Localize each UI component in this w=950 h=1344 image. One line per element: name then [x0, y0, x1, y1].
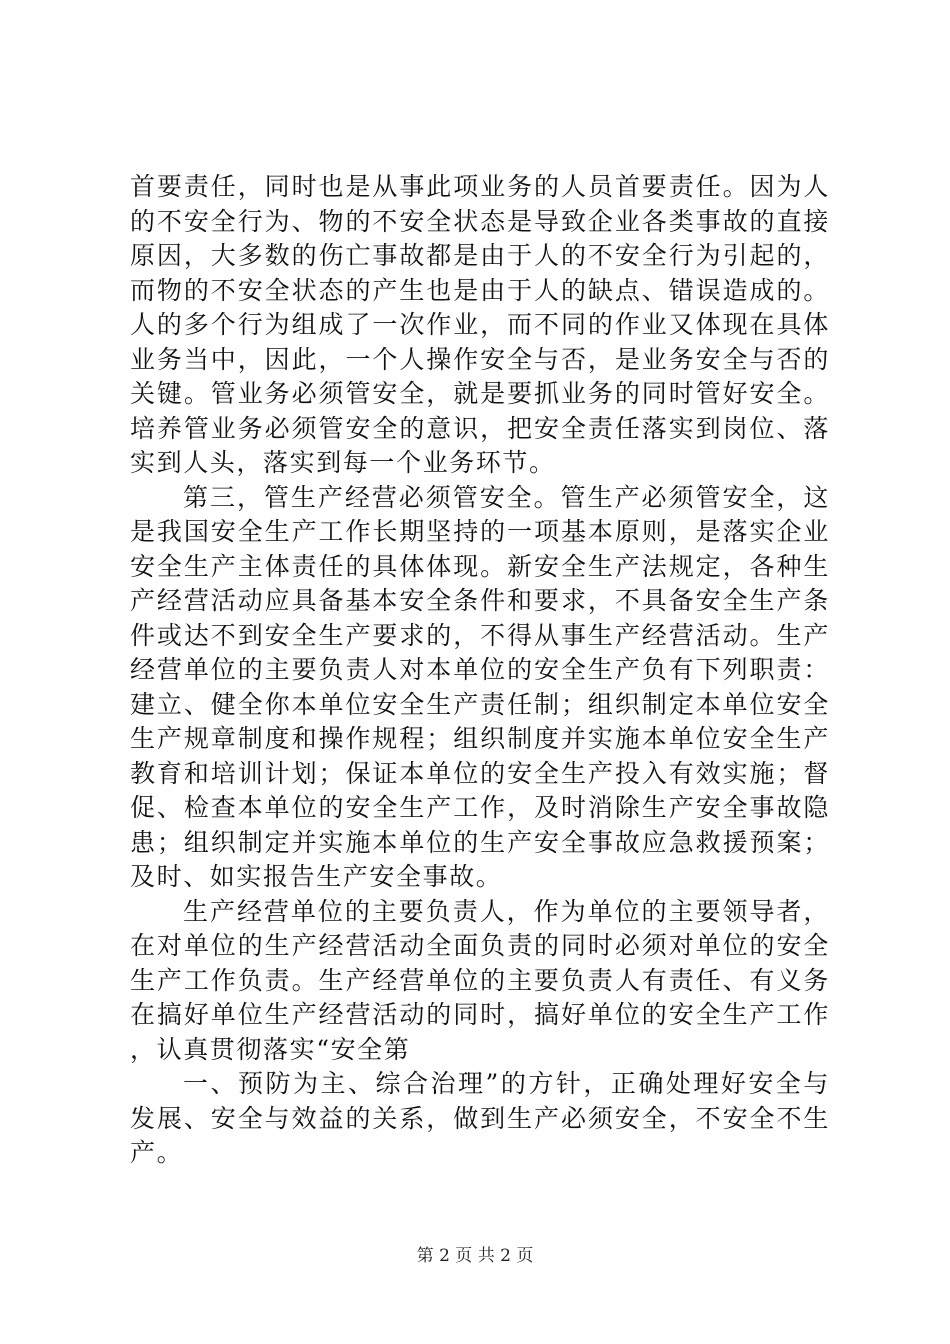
- paragraph-3: 生产经营单位的主要负责人，作为单位的主要领导者，在对单位的生产经营活动全面负责的同时必须对单位的安全生产工作负责。生产经营单位的主要负责人有责任、有义务在搞好单位生产经营活动的同时，搞好单位的安全生产工作，认真贯彻落实“安全第: [130, 896, 830, 1064]
- document-body: [130, 170, 830, 1171]
- paragraph-4: 一、预防为主、综合治理”的方针，正确处理好安全与发展、安全与效益的关系，做到生产必须安全，不安全不生产。: [130, 1069, 830, 1167]
- paragraph-2: 第三，管生产经营必须管安全。管生产必须管安全，这是我国安全生产工作长期坚持的一项基本原则，是落实企业安全生产主体责任的具体体现。新安全生产法规定，各种生产经营活动应具备基本安全条件和要求，不具备安全生产条件或达不到安全生产要求的，不得从事生产经营活动。生产经营单位的主要负责人对本单位的安全生产负有下列职责：建立、健全你本单位安全生产责任制；组织制定本单位安全生产规章制度和操作规程；组织制度并实施本单位安全生产教育和培训计划；保证本单位的安全生产投入有效实施；督促、检查本单位的安全生产工作，及时消除生产安全事故隐患；组织制定并实施本单位的生产安全事故应急救援预案；及时、如实报告生产安全事故。: [130, 482, 830, 891]
- page-number-footer: 第 2 页 共 2 页: [416, 1246, 534, 1266]
- paragraph-1: 首要责任，同时也是从事此项业务的人员首要责任。因为人的不安全行为、物的不安全状态是导致企业各类事故的直接原因，大多数的伤亡事故都是由于人的不安全行为引起的，而物的不安全状态的产生也是由于人的缺点、错误造成的。人的多个行为组成了一次作业，而不同的作业又体现在具体业务当中，因此，一个人操作安全与否，是业务安全与否的关键。管业务必须管安全，就是要抓业务的同时管好安全。培养管业务必须管安全的意识，把安全责任落实到岗位、落实到人头，落实到每一个业务环节。: [130, 172, 830, 477]
